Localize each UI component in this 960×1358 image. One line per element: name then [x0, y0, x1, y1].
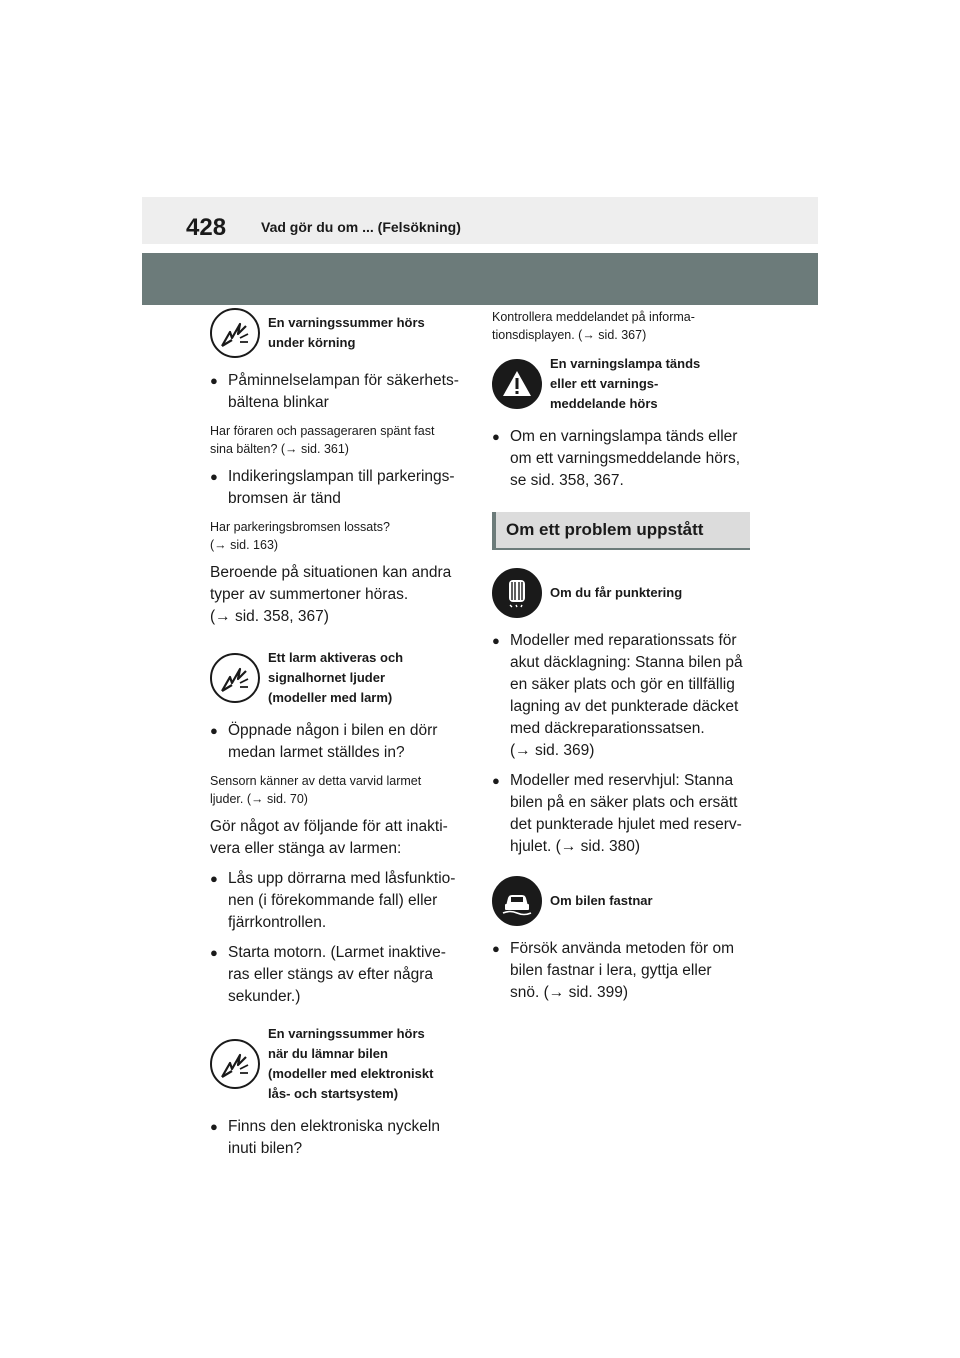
list-item — [492, 938, 750, 1004]
note — [210, 772, 470, 808]
left-column — [210, 308, 470, 1168]
note-line: Har parkeringsbromsen lossats? — [210, 520, 390, 534]
header-bar — [142, 197, 818, 244]
bullet-line: ● Starta motorn. (Larmet inaktive- — [228, 944, 446, 961]
bullet-line: nen (i förekommande fall) eller — [228, 892, 438, 909]
header-band — [142, 253, 818, 305]
label-line: när du lämnar bilen — [268, 1046, 388, 1061]
icon-label — [268, 313, 425, 353]
icon-label: Om bilen fastnar — [550, 893, 653, 908]
list-item — [492, 770, 750, 858]
text-line: (→ sid. 358, 367) — [210, 608, 329, 625]
note-line: Har föraren och passageraren spänt fast — [210, 424, 435, 438]
bullet-line: snö. (→ sid. 399) — [510, 984, 629, 1001]
bullet-line: bältena blinkar — [228, 394, 329, 411]
list-item — [210, 370, 470, 414]
text-line: Gör något av följande för att inakti- — [210, 818, 448, 835]
bullet-line: en säker plats och gör en tillfällig — [510, 676, 735, 693]
right-column — [492, 308, 750, 1012]
buzzer-icon — [210, 308, 260, 358]
bullet-line: ras eller stängs av efter några — [228, 966, 434, 983]
label-line: eller ett varnings- — [550, 376, 659, 391]
flat-tire-icon — [492, 568, 542, 618]
label-line: Ett larm aktiveras och — [268, 650, 404, 665]
bullet-line: ● Modeller med reparationssats för — [510, 632, 737, 649]
paragraph — [210, 562, 470, 628]
bullet-line: ● Indikeringslampan till parkerings- — [228, 468, 455, 485]
warning-triangle-icon — [492, 359, 542, 409]
section-title: Vad gör du om ... (Felsökning) — [261, 219, 461, 235]
bullet-line: det punkterade hjulet med reserv- — [510, 816, 742, 833]
note-line: Sensorn känner av detta varvid larmet — [210, 774, 422, 788]
stuck-car-icon — [492, 876, 542, 926]
note-line: (→ sid. 163) — [210, 538, 279, 552]
icon-label — [550, 354, 700, 414]
bullet-line: sekunder.) — [228, 988, 301, 1005]
page-number: 428 — [186, 214, 227, 241]
icon-label — [268, 1024, 433, 1104]
note-line: tionsdisplayen. (→ sid. 367) — [492, 328, 647, 342]
list-item — [210, 942, 470, 1008]
paragraph — [210, 816, 470, 860]
label-line: (modeller med elektroniskt — [268, 1066, 434, 1081]
problem-heading: Om ett problem uppstått — [492, 512, 750, 550]
label-line: En varningslampa tänds — [550, 356, 701, 371]
buzzer-icon — [210, 653, 260, 703]
bullet-line: ● Försök använda metoden för om — [510, 940, 735, 957]
stuck-car-heading — [492, 876, 750, 926]
label-line: En varningssummer hörs — [268, 1026, 425, 1041]
bullet-line: medan larmet ställdes in? — [228, 744, 405, 761]
bullet-line: hjulet. (→ sid. 380) — [510, 838, 641, 855]
bullet-line: fjärrkontrollen. — [228, 914, 327, 931]
label-line: En varningssummer hörs — [268, 315, 425, 330]
icon-label: Om du får punktering — [550, 585, 683, 600]
list-item — [210, 720, 470, 764]
bullet-line: ● Lås upp dörrarna med låsfunktio- — [228, 870, 456, 887]
label-line: (modeller med larm) — [268, 690, 393, 705]
buzzer-driving-heading — [210, 308, 470, 358]
bullet-line: lagning av det punkterade däcket — [510, 698, 739, 715]
list-item — [492, 630, 750, 762]
note-line: Kontrollera meddelandet på informa- — [492, 310, 695, 324]
list-item — [210, 466, 470, 510]
note — [210, 518, 470, 554]
alarm-heading — [210, 648, 470, 708]
bullet-line: ● Om en varningslampa tänds eller — [510, 428, 738, 445]
text-line: vera eller stänga av larmen: — [210, 840, 402, 857]
bullet-line: akut däcklagning: Stanna bilen på — [510, 654, 743, 671]
bullet-line: ● Påminnelselampan för säkerhets- — [228, 372, 459, 389]
label-line: signalhornet ljuder — [268, 670, 386, 685]
bullet-line: bilen på en säker plats och ersätt — [510, 794, 738, 811]
icon-label — [268, 648, 403, 708]
bullet-line: inuti bilen? — [228, 1140, 303, 1157]
bullet-line: ● Öppnade någon i bilen en dörr — [228, 722, 438, 739]
label-line: under körning — [268, 335, 356, 350]
buzzer-icon — [210, 1039, 260, 1089]
list-item — [210, 868, 470, 934]
note-line: sina bälten? (→ sid. 361) — [210, 442, 349, 456]
text-line: typer av summertoner höras. — [210, 586, 409, 603]
bullet-line: om ett varningsmeddelande hörs, — [510, 450, 741, 467]
flat-tire-heading — [492, 568, 750, 618]
label-line: lås- och startsystem) — [268, 1086, 399, 1101]
note — [210, 422, 470, 458]
bullet-line: bilen fastnar i lera, gyttja eller — [510, 962, 712, 979]
bullet-line: se sid. 358, 367. — [510, 472, 624, 489]
bullet-line: (→ sid. 369) — [510, 742, 595, 759]
text-line: Beroende på situationen kan andra — [210, 564, 452, 581]
bullet-line: ● Finns den elektroniska nyckeln — [228, 1118, 440, 1135]
label-line: meddelande hörs — [550, 396, 658, 411]
list-item — [492, 426, 750, 492]
bullet-line: bromsen är tänd — [228, 490, 341, 507]
list-item — [210, 1116, 470, 1160]
note-line: ljuder. (→ sid. 70) — [210, 792, 308, 806]
intro-note — [492, 308, 750, 344]
buzzer-leaving-heading — [210, 1024, 470, 1104]
bullet-line: ● Modeller med reservhjul: Stanna — [510, 772, 734, 789]
warning-heading — [492, 354, 750, 414]
bullet-line: med däckreparationssatsen. — [510, 720, 705, 737]
